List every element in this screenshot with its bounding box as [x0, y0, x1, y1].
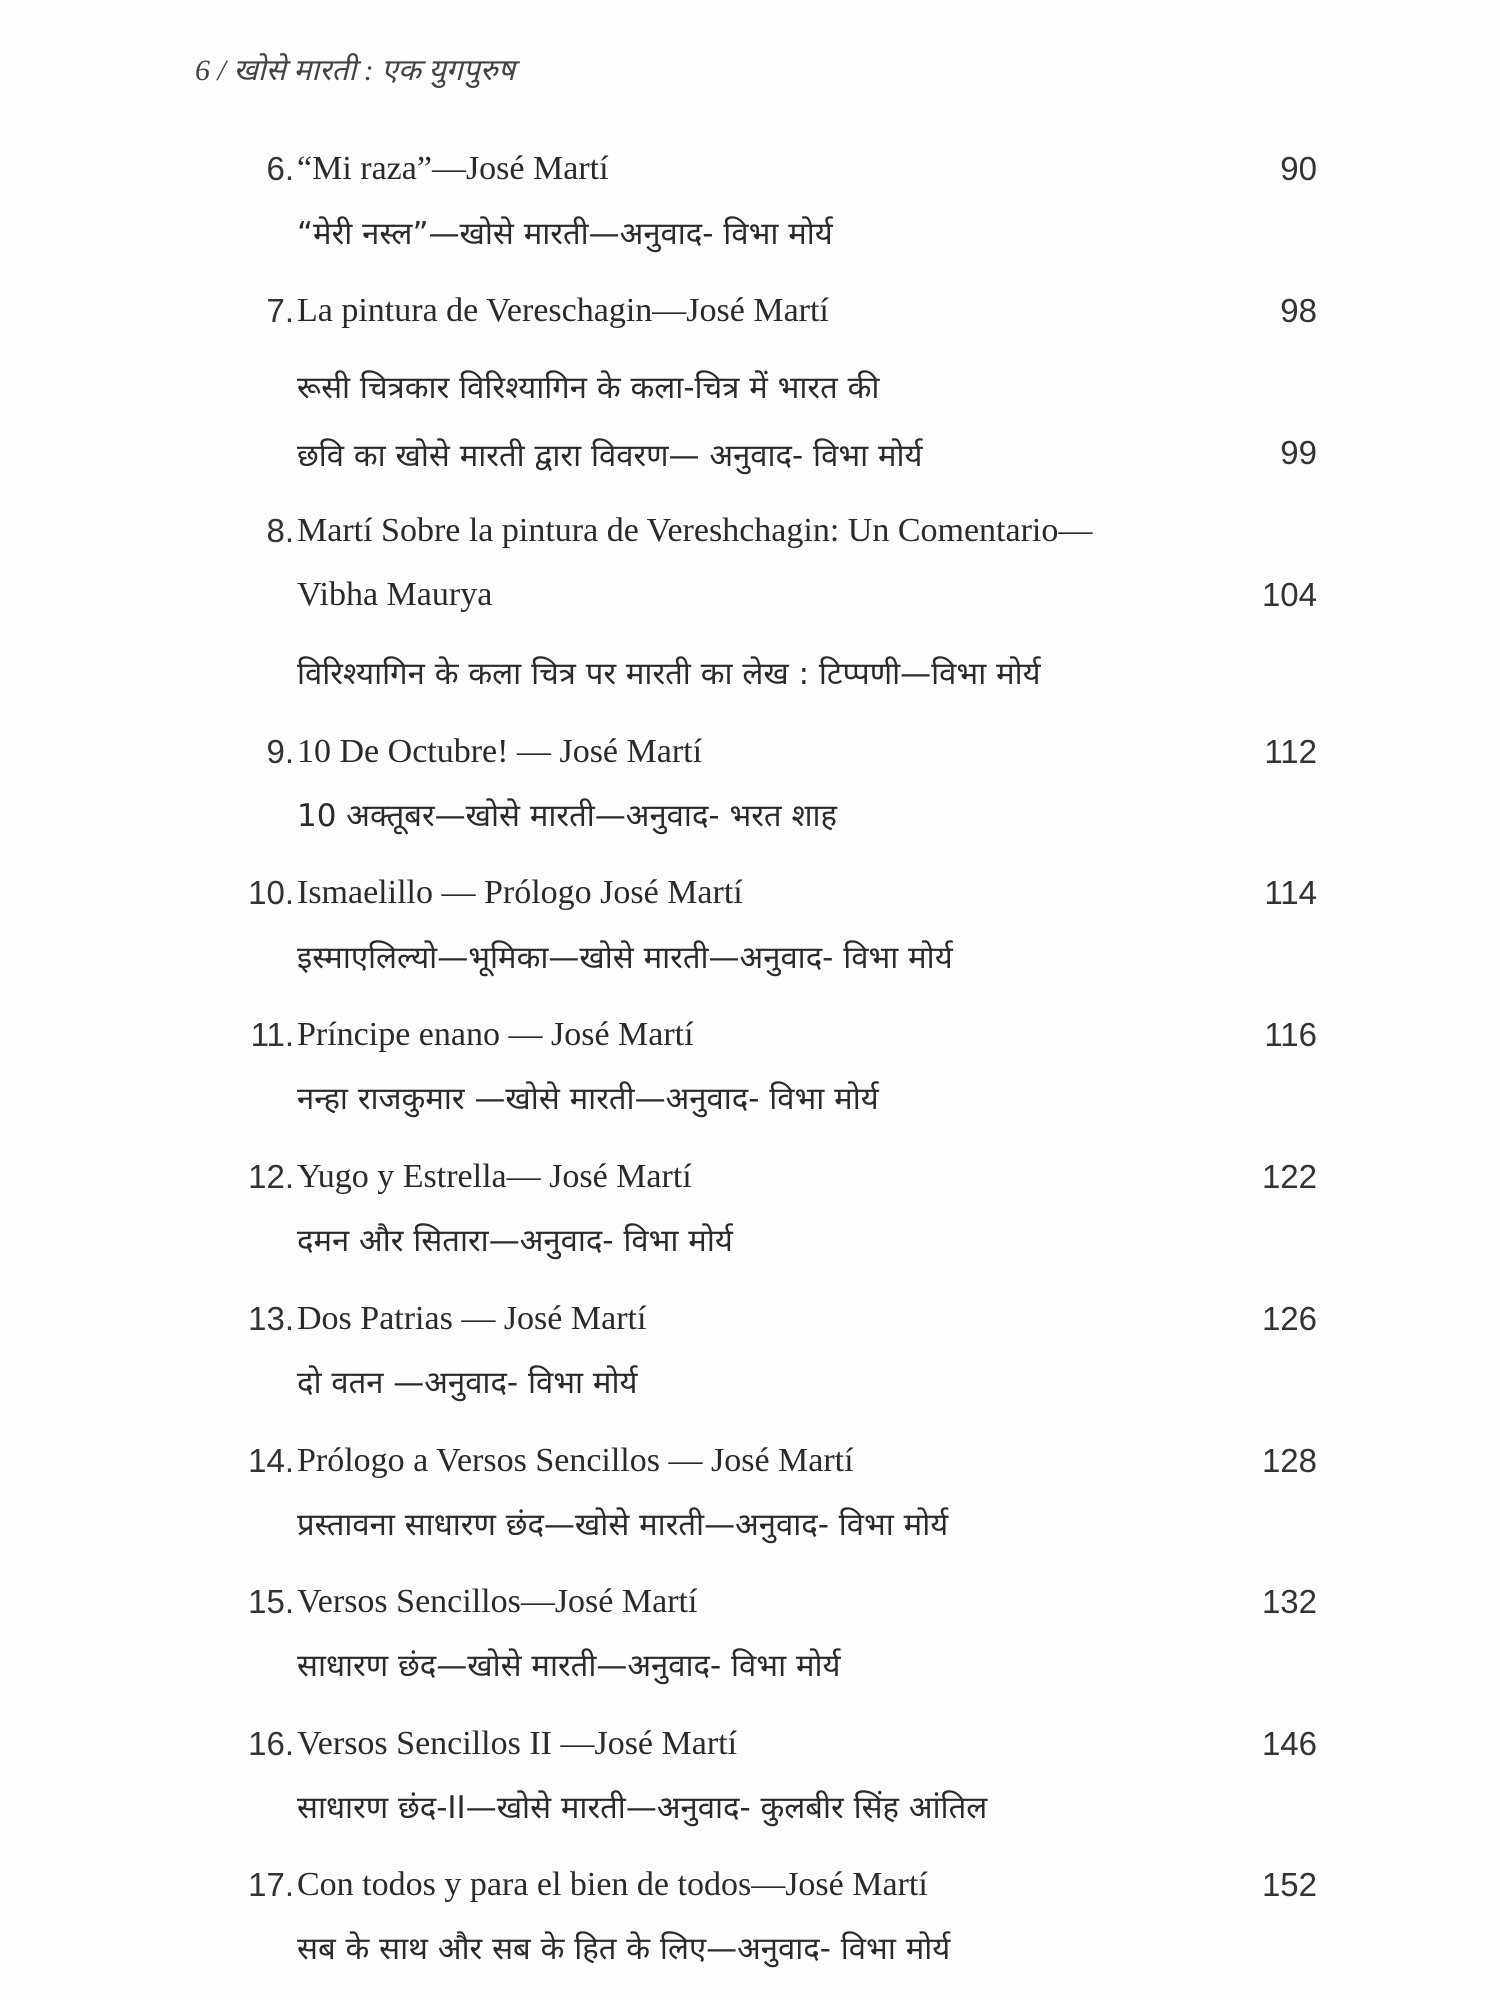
- entry-number: 7.: [266, 292, 294, 329]
- entry-title: Versos Sencillos II —José Martí: [297, 1725, 738, 1762]
- toc-entry-line: [0, 1361, 1500, 1411]
- toc-entry-line: [0, 1442, 1500, 1492]
- entry-number: 10.: [248, 874, 294, 911]
- toc-entry-line: [0, 1725, 1500, 1775]
- entry-title-hindi: “मेरी नस्ल”—खोसे मारती—अनुवाद- विभा मोर्य: [297, 216, 833, 252]
- toc-entry-line: [0, 733, 1500, 783]
- toc-entry-line: [0, 1866, 1500, 1916]
- entry-number: 17.: [248, 1866, 294, 1903]
- entry-title: Martí Sobre la pintura de Vereshchagin: Un Comentario—: [297, 512, 1093, 549]
- entry-page-number: 152: [1261, 1866, 1317, 1903]
- entry-number: 15.: [248, 1583, 294, 1620]
- toc-entry-line: [0, 434, 1500, 484]
- entry-title-hindi: 10 अक्तूबर—खोसे मारती—अनुवाद- भरत शाह: [297, 798, 838, 834]
- entry-title-hindi: विरिश्यागिन के कला चित्र पर मारती का लेख : टिप्पणी—विभा मोर्य: [297, 656, 1041, 692]
- entry-title-hindi: इस्माएलिल्यो—भूमिका—खोसे मारती—अनुवाद- विभा मोर्य: [297, 940, 953, 976]
- header-book-title: खोसे मारती : एक युगपुरुष: [233, 54, 516, 87]
- entry-page-number: 112: [1264, 733, 1317, 770]
- entry-number: 14.: [248, 1442, 294, 1479]
- toc-entry-line: [0, 150, 1500, 200]
- header-separator: /: [217, 54, 226, 87]
- toc-entry-line: [0, 1583, 1500, 1633]
- toc-entry-line: [0, 1786, 1500, 1836]
- toc-entry-line: [0, 794, 1500, 844]
- running-header: [195, 48, 515, 89]
- entry-page-number: 114: [1264, 874, 1317, 911]
- entry-page-number: 104: [1261, 576, 1317, 613]
- toc-entry-line: [0, 1158, 1500, 1208]
- entry-number: 11.: [250, 1016, 294, 1053]
- entry-title-hindi: सब के साथ और सब के हित के लिए—अनुवाद- विभा मोर्य: [297, 1931, 951, 1967]
- entry-title-hindi: दो वतन —अनुवाद- विभा मोर्य: [297, 1365, 638, 1401]
- toc-entry-line: [0, 1077, 1500, 1127]
- toc-entry-line: [0, 1644, 1500, 1694]
- entry-title: Ismaelillo — Prólogo José Martí: [297, 874, 743, 911]
- entry-number: 8.: [266, 512, 294, 549]
- entry-number: 16.: [248, 1725, 294, 1762]
- entry-page-number: 122: [1261, 1158, 1317, 1195]
- header-page-number: 6: [195, 54, 210, 87]
- entry-page-number: 116: [1264, 1016, 1317, 1053]
- entry-title: Príncipe enano — José Martí: [297, 1016, 694, 1053]
- toc-entry-line: [0, 652, 1500, 702]
- toc-entry-line: [0, 1927, 1500, 1977]
- entry-page-number: 98: [1280, 292, 1317, 329]
- entry-page-number: 90: [1280, 150, 1317, 187]
- entry-title: Versos Sencillos—José Martí: [297, 1583, 698, 1620]
- toc-entry-line: [0, 292, 1500, 342]
- entry-title: Dos Patrias — José Martí: [297, 1300, 647, 1337]
- toc-entry-line: [0, 1503, 1500, 1553]
- entry-page-number: 146: [1261, 1725, 1317, 1762]
- entry-title: La pintura de Vereschagin—José Martí: [297, 292, 829, 329]
- entry-title: 10 De Octubre! — José Martí: [297, 733, 703, 770]
- entry-number: 9.: [266, 733, 294, 770]
- toc-entry-line: [0, 1016, 1500, 1066]
- entry-page-number: 128: [1261, 1442, 1317, 1479]
- entry-page-number: 132: [1261, 1583, 1317, 1620]
- entry-title-hindi: साधारण छंद—खोसे मारती—अनुवाद- विभा मोर्य: [297, 1648, 841, 1684]
- toc-entry-line: [0, 366, 1500, 416]
- entry-page-number: 99: [1280, 434, 1317, 471]
- entry-title: “Mi raza”—José Martí: [297, 150, 609, 187]
- toc-entry-line: [0, 212, 1500, 262]
- toc-entry-line: [0, 874, 1500, 924]
- toc-entry-line: [0, 1300, 1500, 1350]
- entry-page-number: 126: [1261, 1300, 1317, 1337]
- entry-title: Con todos y para el bien de todos—José Martí: [297, 1866, 928, 1903]
- entry-number: 12.: [248, 1158, 294, 1195]
- entry-number: 6.: [266, 150, 294, 187]
- toc-entry-line: [0, 1219, 1500, 1269]
- entry-title-hindi: प्रस्तावना साधारण छंद—खोसे मारती—अनुवाद- विभा मोर्य: [297, 1507, 949, 1543]
- entry-title-hindi: दमन और सितारा—अनुवाद- विभा मोर्य: [297, 1223, 733, 1259]
- toc-entry-line: [0, 936, 1500, 986]
- entry-title-hindi: नन्हा राजकुमार —खोसे मारती—अनुवाद- विभा मोर्य: [297, 1081, 879, 1117]
- entry-title: Vibha Maurya: [297, 576, 493, 613]
- entry-title-hindi: छवि का खोसे मारती द्वारा विवरण— अनुवाद- विभा मोर्य: [297, 438, 923, 474]
- entry-title: Prólogo a Versos Sencillos — José Martí: [297, 1442, 854, 1479]
- toc-entry-line: [0, 512, 1500, 562]
- entry-number: 13.: [248, 1300, 294, 1337]
- entry-title: Yugo y Estrella— José Martí: [297, 1158, 692, 1195]
- entry-title-hindi: रूसी चित्रकार विरिश्यागिन के कला-चित्र में भारत की: [297, 370, 880, 406]
- toc-entry-line: [0, 576, 1500, 626]
- entry-title-hindi: साधारण छंद-II—खोसे मारती—अनुवाद- कुलबीर सिंह आंतिल: [297, 1790, 988, 1826]
